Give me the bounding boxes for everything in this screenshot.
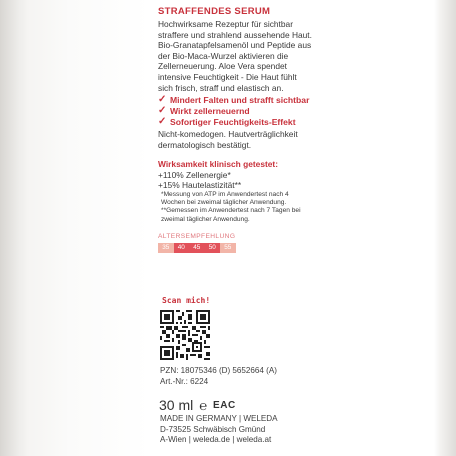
check-icon: ✓ <box>158 105 167 117</box>
claim-text: Sofortiger Feuchtigkeits-Effekt <box>170 117 296 128</box>
age-cell: 35 <box>158 243 174 253</box>
article-number: Art.-Nr.: 6224 <box>160 376 209 386</box>
claims-list <box>158 95 312 127</box>
age-cell: 40 <box>174 243 190 253</box>
eac-mark-icon: EAC <box>213 399 236 411</box>
box-edge-right <box>434 0 456 456</box>
dermatology-note: Nicht-komedogen. Hautverträglichkeit dermatologisch bestätigt. <box>158 129 298 150</box>
check-icon: ✓ <box>158 116 167 128</box>
check-icon: ✓ <box>158 94 167 106</box>
product-info-text <box>158 6 312 253</box>
age-recommendation-label: ALTERSEMPFEHLUNG <box>158 232 236 240</box>
age-cell: 55 <box>220 243 236 253</box>
efficacy-footnote: **Gemessen im Anwendertest nach 7 Tagen bei zweimal täglicher Anwendung. <box>161 207 301 223</box>
manufacturer-info <box>160 414 278 446</box>
estimated-sign-icon: ℮ <box>199 397 208 413</box>
volume-row <box>159 397 236 413</box>
product-title: STRAFFENDES SERUM <box>158 6 271 17</box>
manufacturer-line: A-Wien | weleda.de | weleda.at <box>160 435 272 444</box>
claim-text: Wirkt zellerneuernd <box>170 106 250 117</box>
claim-item <box>158 95 312 105</box>
manufacturer-line: D-73525 Schwäbisch Gmünd <box>160 424 266 434</box>
scan-me-label: Scan mich! <box>162 296 211 305</box>
qr-code[interactable] <box>160 310 210 360</box>
efficacy-heading: Wirksamkeit klinisch getestet: <box>158 159 279 170</box>
claim-text: Mindert Falten und strafft sichtbar <box>170 95 310 106</box>
product-description: Hochwirksame Rezeptur für sichtbar straffere und strahlend aussehende Haut. Bio-Granatapfelsamenöl und Peptide aus der Bio-Maca-Wurzel aktivieren die Zellerneuerung. Aloe Vera spendet intensive Feuchtigkeit - Die Haut fühlt sich frisch, straff und elastisch an. <box>158 19 312 93</box>
age-scale <box>158 243 312 253</box>
age-cell: 45 <box>189 243 205 253</box>
age-cell: 50 <box>205 243 221 253</box>
volume: 30 ml <box>159 397 194 413</box>
product-codes <box>160 366 277 387</box>
efficacy-footnote: *Messung von ATP im Anwendertest nach 4 Wochen bei zweimal täglicher Anwendung. <box>161 191 289 207</box>
efficacy-line: +15% Hautelastizität** <box>158 180 242 191</box>
pzn-code: PZN: 18075346 (D) 5652664 (A) <box>160 366 277 375</box>
claim-item <box>158 106 312 116</box>
manufacturer-line: MADE IN GERMANY | WELEDA <box>160 414 278 423</box>
claim-item <box>158 117 312 127</box>
efficacy-line: +110% Zellenergie* <box>158 169 231 180</box>
box-edge-left <box>0 0 28 456</box>
